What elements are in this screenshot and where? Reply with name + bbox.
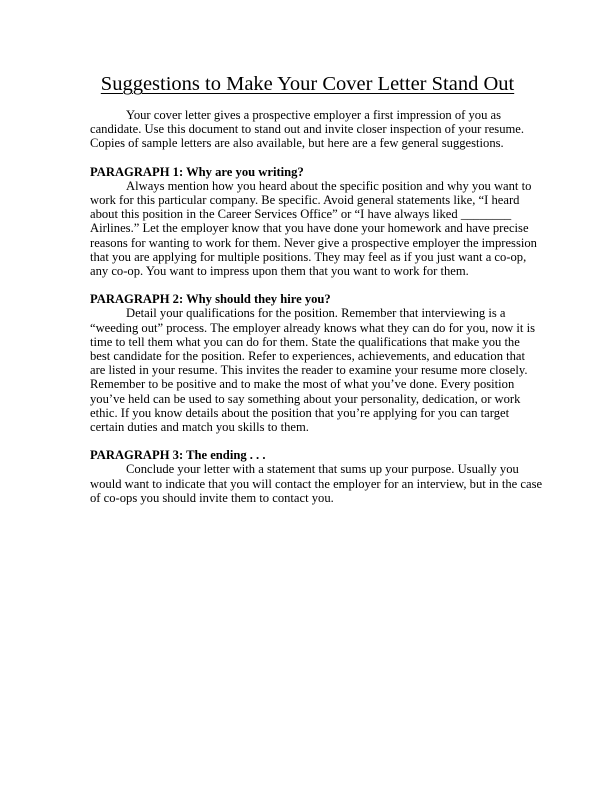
section-heading: PARAGRAPH 2: Why should they hire you? bbox=[90, 292, 331, 307]
body-line: Always mention how you heard about the specific position and why you want to bbox=[126, 178, 532, 193]
document-body bbox=[90, 108, 543, 505]
section-paragraph-2 bbox=[90, 292, 535, 435]
intro-line: Your cover letter gives a prospective employer a first impression of you as bbox=[126, 108, 502, 122]
document-title: Suggestions to Make Your Cover Letter Stand Out bbox=[100, 73, 515, 95]
section-paragraph-1 bbox=[90, 164, 537, 279]
spacer bbox=[90, 278, 530, 292]
body-line: reasons for wanting to work for them. Never give a prospective employer the impression bbox=[90, 235, 537, 250]
body-line: any co-op. You want to impress upon them that you want to work for them. bbox=[90, 264, 469, 279]
body-line: ethic. If you know details about the position that you’re applying for you can target bbox=[90, 405, 510, 420]
body-line: “weeding out” process. The employer already knows what they can do for you, now it is bbox=[90, 320, 535, 335]
body-line: are listed in your resume. This invites the reader to examine your resume more closely. bbox=[90, 363, 528, 378]
body-line: work for this particular company. Be specific. Avoid general statements like, “I heard bbox=[90, 193, 520, 208]
body-line: certain duties and match you skills to them. bbox=[90, 420, 309, 435]
spacer bbox=[90, 434, 530, 448]
body-line: you’ve held can be used to say something about your personality, dedication, or work bbox=[90, 391, 521, 406]
spacer bbox=[90, 151, 530, 165]
section-body bbox=[90, 306, 535, 435]
body-line: Remember to be positive and to make the most of what you’ve done. Every position bbox=[90, 377, 515, 392]
body-line: time to tell them what you can do for them. State the qualifications that make you the bbox=[90, 334, 520, 349]
intro-paragraph bbox=[90, 108, 530, 151]
intro-line: Copies of sample letters are also available, but here are a few general suggestions. bbox=[90, 136, 504, 151]
section-heading: PARAGRAPH 1: Why are you writing? bbox=[90, 164, 304, 179]
section-body bbox=[90, 178, 537, 279]
body-line: would want to indicate that you will contact the employer for an interview, but in the case bbox=[90, 476, 543, 491]
intro-line: candidate. Use this document to stand out and invite closer inspection of your resume. bbox=[90, 122, 525, 137]
body-line: Conclude your letter with a statement that sums up your purpose. Usually you bbox=[126, 462, 519, 477]
body-line: of co-ops you should invite them to contact you. bbox=[90, 490, 334, 505]
section-heading: PARAGRAPH 3: The ending . . . bbox=[90, 448, 266, 463]
body-line: best candidate for the position. Refer to experiences, achievements, and education that bbox=[90, 349, 526, 364]
body-line: Detail your qualifications for the position. Remember that interviewing is a bbox=[126, 306, 506, 321]
body-line: about this position in the Career Services Office” or “I have always liked ________ bbox=[90, 207, 512, 222]
section-paragraph-3 bbox=[90, 448, 543, 505]
body-line: that you are applying for multiple positions. They may feel as if you just want a co-op, bbox=[90, 249, 527, 264]
body-line: Airlines.” Let the employer know that you have done your homework and have precise bbox=[90, 221, 529, 236]
section-body bbox=[90, 462, 543, 505]
